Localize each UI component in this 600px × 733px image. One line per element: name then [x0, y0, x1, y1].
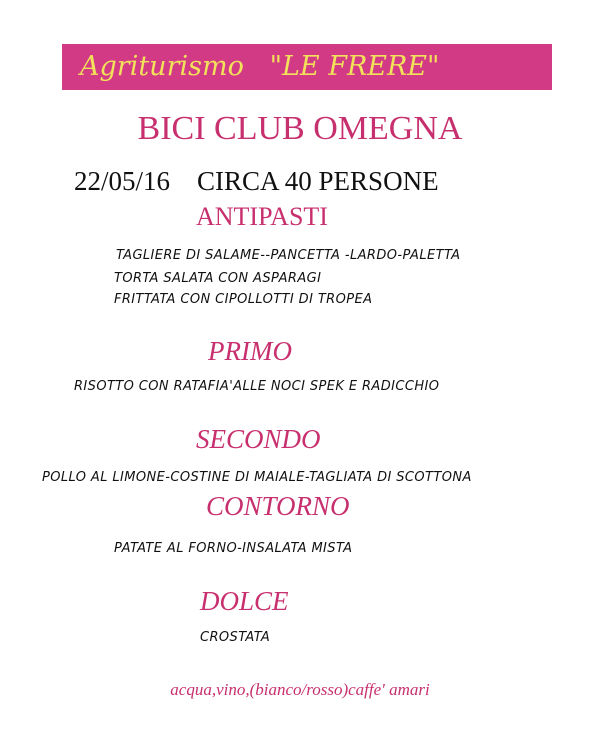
section-secondo-heading: SECONDO	[196, 424, 321, 454]
menu-item: FRITTATA CON CIPOLLOTTI DI TROPEA	[114, 292, 373, 307]
section-antipasti-heading: ANTIPASTI	[196, 202, 328, 231]
menu-item: PATATE AL FORNO-INSALATA MISTA	[114, 541, 353, 556]
drinks-note: acqua,vino,(bianco/rosso)caffe' amari	[170, 680, 430, 699]
section-contorno-heading: CONTORNO	[206, 491, 350, 521]
menu-item: CROSTATA	[200, 630, 271, 645]
menu-item: POLLO AL LIMONE-COSTINE DI MAIALE-TAGLIATA DI SCOTTONA	[42, 470, 472, 485]
menu-item: TORTA SALATA CON ASPARAGI	[114, 271, 322, 286]
section-dolce-heading: DOLCE	[200, 586, 289, 616]
event-title: BICI CLUB OMEGNA	[137, 110, 463, 147]
event-date: 22/05/16	[74, 166, 171, 196]
event-info	[74, 166, 439, 197]
agriturismo-name: Agriturismo "LE FRERE"	[80, 51, 440, 82]
menu-item: TAGLIERE DI SALAME--PANCETTA -LARDO-PALETTA	[116, 248, 461, 263]
section-primo-heading: PRIMO	[208, 336, 292, 366]
menu-item: RISOTTO CON RATAFIA'ALLE NOCI SPEK E RADICCHIO	[74, 379, 440, 394]
guest-count: CIRCA 40 PERSONE	[197, 166, 439, 196]
